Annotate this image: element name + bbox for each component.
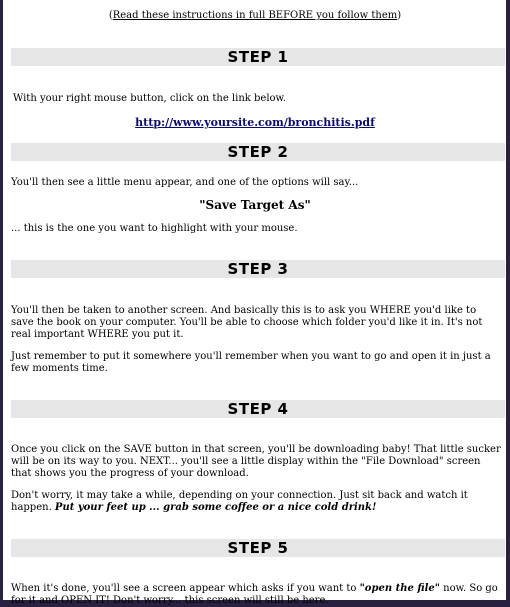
step-5-paragraph-1 bbox=[11, 583, 501, 607]
intro-note bbox=[0, 10, 510, 21]
window-right-border bbox=[506, 0, 510, 600]
step-3-paragraph-1: You'll then be taken to another screen. And basically this is to ask you WHERE you'd like to save the book on your computer. You'll be able to choose which folder you'd like it in. It's not real important WHERE you put it. bbox=[11, 305, 483, 340]
step-5-text-end: now. So go for it and OPEN IT! Don't worry... this screen will still be here. bbox=[11, 583, 498, 606]
step-4-emphasis: Put your feet up ... grab some coffee or a nice cold drink! bbox=[54, 502, 377, 513]
step-5-emphasis: "open the file" bbox=[359, 583, 440, 594]
step-1-instruction: With your right mouse button, click on the link below. bbox=[13, 93, 287, 104]
read-instructions-link[interactable]: Read these instructions in full BEFORE you follow them bbox=[112, 10, 398, 21]
step-3-heading: STEP 3 bbox=[11, 260, 505, 278]
intro-paren-open: ( bbox=[108, 10, 113, 21]
step-4-paragraph-1: Once you click on the SAVE button in that screen, you'll be downloading baby! That little sucker will be on its way to you. NEXT... you'll see a little display within the "File Download" screen that shows you the progress of your download. bbox=[11, 444, 501, 479]
intro-paren-close: ) bbox=[397, 10, 402, 21]
instructions-page bbox=[3, 0, 506, 606]
step-4-paragraph-2 bbox=[11, 490, 501, 514]
step-4-heading: STEP 4 bbox=[11, 400, 505, 418]
step-2-line-1: You'll then see a little menu appear, and one of the options will say... bbox=[11, 177, 359, 188]
step-2-line-2: ... this is the one you want to highlight with your mouse. bbox=[11, 223, 298, 234]
step-5-heading: STEP 5 bbox=[11, 539, 505, 557]
step-3-paragraph-2: Just remember to put it somewhere you'll remember when you want to go and open it in just a few moments time. bbox=[11, 351, 491, 374]
step-5-text-start: When it's done, you'll see a screen appear which asks if you want to bbox=[11, 583, 360, 594]
step-2-heading: STEP 2 bbox=[11, 143, 505, 161]
step-1-heading: STEP 1 bbox=[11, 48, 505, 66]
download-link[interactable]: http://www.yoursite.com/bronchitis.pdf bbox=[135, 116, 375, 129]
save-target-as-option: "Save Target As" bbox=[199, 198, 311, 212]
step-4-paragraph-2-text: Don't worry, it may take a while, depending on your connection. Just sit back and watch it happen. bbox=[11, 490, 468, 513]
